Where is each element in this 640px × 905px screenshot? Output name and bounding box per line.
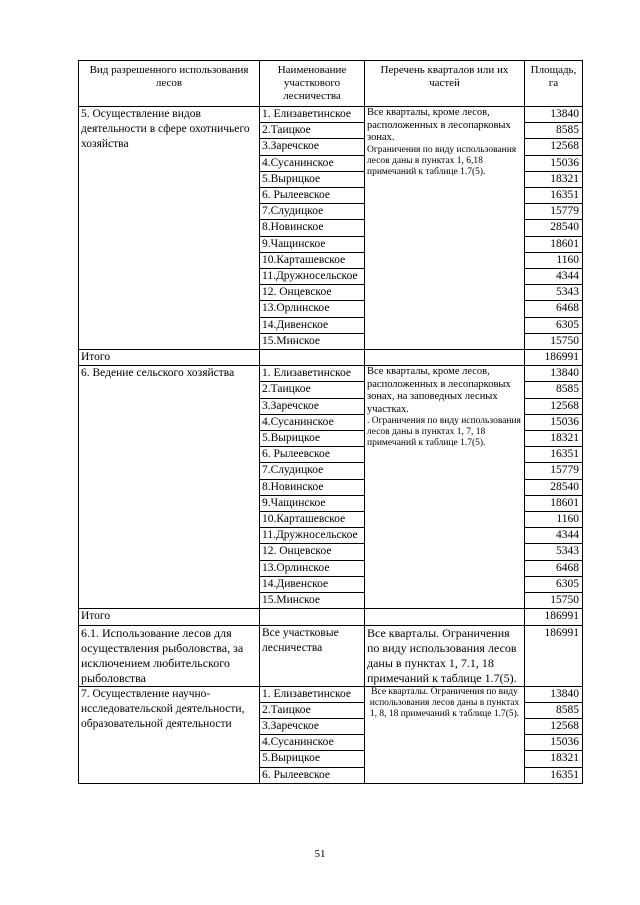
district-cell: 10.Карташевское: [260, 252, 365, 268]
district-cell: 4.Сусанинское: [260, 735, 365, 751]
use-cell: 5. Осуществление видов деятельности в сфере охотничьего хозяйства: [79, 107, 260, 350]
parts-cell: Все кварталы. Ограничения по виду использования лесов даны в пунктах 1, 7.1, 18 примечаний к таблице 1.7(5).: [365, 625, 525, 686]
area-cell: 12568: [525, 718, 583, 734]
area-cell: 28540: [525, 479, 583, 495]
district-cell: 4.Сусанинское: [260, 155, 365, 171]
district-cell: 6. Рылеевское: [260, 188, 365, 204]
area-cell: 28540: [525, 220, 583, 236]
district-cell: 2.Таицкое: [260, 123, 365, 139]
parts-note-text: . Ограничения по виду использования лесов даны в пунктах 1, 7, 18 примечаний к таблице 1.7(5).: [367, 416, 521, 449]
district-cell: 5.Вырицкое: [260, 431, 365, 447]
area-cell: 15036: [525, 155, 583, 171]
area-cell: 186991: [525, 625, 583, 686]
header-row: [79, 61, 583, 107]
area-cell: 15779: [525, 463, 583, 479]
header-use: Вид разрешенного использования лесов: [79, 61, 260, 107]
area-cell: 15750: [525, 333, 583, 349]
table-row: [79, 107, 583, 123]
parts-note-text: Ограничения по виду использования лесов даны в пунктах 1, 6,18 примечаний к таблице 1.7(5).: [367, 144, 517, 177]
area-cell: 15036: [525, 414, 583, 430]
district-cell: 9.Чащинское: [260, 236, 365, 252]
use-cell: 7. Осуществление научно-исследовательской деятельности, образовательной деятельности: [79, 686, 260, 783]
header-area: Площадь, га: [525, 61, 583, 107]
total-row: [79, 609, 583, 625]
area-cell: 15750: [525, 593, 583, 609]
table-row: [79, 625, 583, 686]
district-cell: 13.Орлинское: [260, 301, 365, 317]
parts-main-text: Все кварталы, кроме лесов, расположенных в лесопарковых зонах.: [367, 107, 511, 143]
area-cell: 13840: [525, 107, 583, 123]
parts-cell: [365, 366, 525, 609]
area-cell: 5343: [525, 285, 583, 301]
total-value: 186991: [525, 350, 583, 366]
district-cell: 4.Сусанинское: [260, 414, 365, 430]
total-empty: [260, 350, 365, 366]
area-cell: 18321: [525, 431, 583, 447]
area-cell: 18321: [525, 171, 583, 187]
area-cell: 8585: [525, 123, 583, 139]
table-row: [79, 366, 583, 382]
district-cell: 1. Елизаветинское: [260, 366, 365, 382]
district-cell: 15.Минское: [260, 333, 365, 349]
district-cell: 12. Онцевское: [260, 285, 365, 301]
area-cell: 13840: [525, 686, 583, 702]
page-number: 51: [314, 848, 326, 860]
total-value: 186991: [525, 609, 583, 625]
table-body: [79, 107, 583, 784]
area-cell: 6305: [525, 576, 583, 592]
area-cell: 8585: [525, 702, 583, 718]
area-cell: 15779: [525, 204, 583, 220]
area-cell: 1160: [525, 512, 583, 528]
area-cell: 1160: [525, 252, 583, 268]
district-cell: 10.Карташевское: [260, 512, 365, 528]
area-cell: 5343: [525, 544, 583, 560]
area-cell: 18601: [525, 495, 583, 511]
total-label: Итого: [79, 350, 260, 366]
area-cell: 18321: [525, 751, 583, 767]
use-cell: 6.1. Использование лесов для осуществления рыболовства, за исключением любительского рыболовства: [79, 625, 260, 686]
area-cell: 4344: [525, 528, 583, 544]
district-cell: 5.Вырицкое: [260, 171, 365, 187]
area-cell: 18601: [525, 236, 583, 252]
forest-use-table: [78, 60, 583, 784]
area-cell: 8585: [525, 382, 583, 398]
district-cell: 1. Елизаветинское: [260, 686, 365, 702]
district-cell: 8.Новинское: [260, 220, 365, 236]
header-district: Наименование участкового лесничества: [260, 61, 365, 107]
total-empty: [260, 609, 365, 625]
district-cell: 1. Елизаветинское: [260, 107, 365, 123]
area-cell: 6305: [525, 317, 583, 333]
total-empty: [365, 350, 525, 366]
district-cell: 2.Таицкое: [260, 382, 365, 398]
district-cell: 9.Чащинское: [260, 495, 365, 511]
district-cell: 8.Новинское: [260, 479, 365, 495]
area-cell: 16351: [525, 767, 583, 783]
total-empty: [365, 609, 525, 625]
area-cell: 13840: [525, 366, 583, 382]
header-parts: Перечень кварталов или их частей: [365, 61, 525, 107]
district-cell: 7.Слудицкое: [260, 204, 365, 220]
area-cell: 4344: [525, 269, 583, 285]
district-cell: 15.Минское: [260, 593, 365, 609]
area-cell: 16351: [525, 188, 583, 204]
area-cell: 12568: [525, 139, 583, 155]
district-cell: 7.Слудицкое: [260, 463, 365, 479]
district-cell: 11.Дружносельское: [260, 528, 365, 544]
district-cell: 5.Вырицкое: [260, 751, 365, 767]
area-cell: 16351: [525, 447, 583, 463]
district-cell: 3.Заречское: [260, 139, 365, 155]
area-cell: 12568: [525, 398, 583, 414]
area-cell: 6468: [525, 301, 583, 317]
parts-main-text: Все кварталы, кроме лесов, расположенных в лесопарковых зонах, на заповедных лесных участках.: [367, 366, 511, 415]
district-cell: 3.Заречское: [260, 398, 365, 414]
area-cell: 6468: [525, 560, 583, 576]
district-cell: 6. Рылеевское: [260, 447, 365, 463]
district-cell: 3.Заречское: [260, 718, 365, 734]
total-row: [79, 350, 583, 366]
district-cell: 13.Орлинское: [260, 560, 365, 576]
area-cell: 15036: [525, 735, 583, 751]
district-cell: Все участковые лесничества: [260, 625, 365, 686]
use-cell: 6. Ведение сельского хозяйства: [79, 366, 260, 609]
district-cell: 2.Таицкое: [260, 702, 365, 718]
district-cell: 6. Рылеевское: [260, 767, 365, 783]
total-label: Итого: [79, 609, 260, 625]
parts-cell: Все кварталы. Ограничения по виду использования лесов даны в пунктах 1, 8, 18 примечаний к таблице 1.7(5).: [365, 686, 525, 783]
parts-cell: [365, 107, 525, 350]
district-cell: 11.Дружносельское: [260, 269, 365, 285]
table-row: [79, 686, 583, 702]
district-cell: 14.Дивенское: [260, 576, 365, 592]
district-cell: 14.Дивенское: [260, 317, 365, 333]
district-cell: 12. Онцевское: [260, 544, 365, 560]
